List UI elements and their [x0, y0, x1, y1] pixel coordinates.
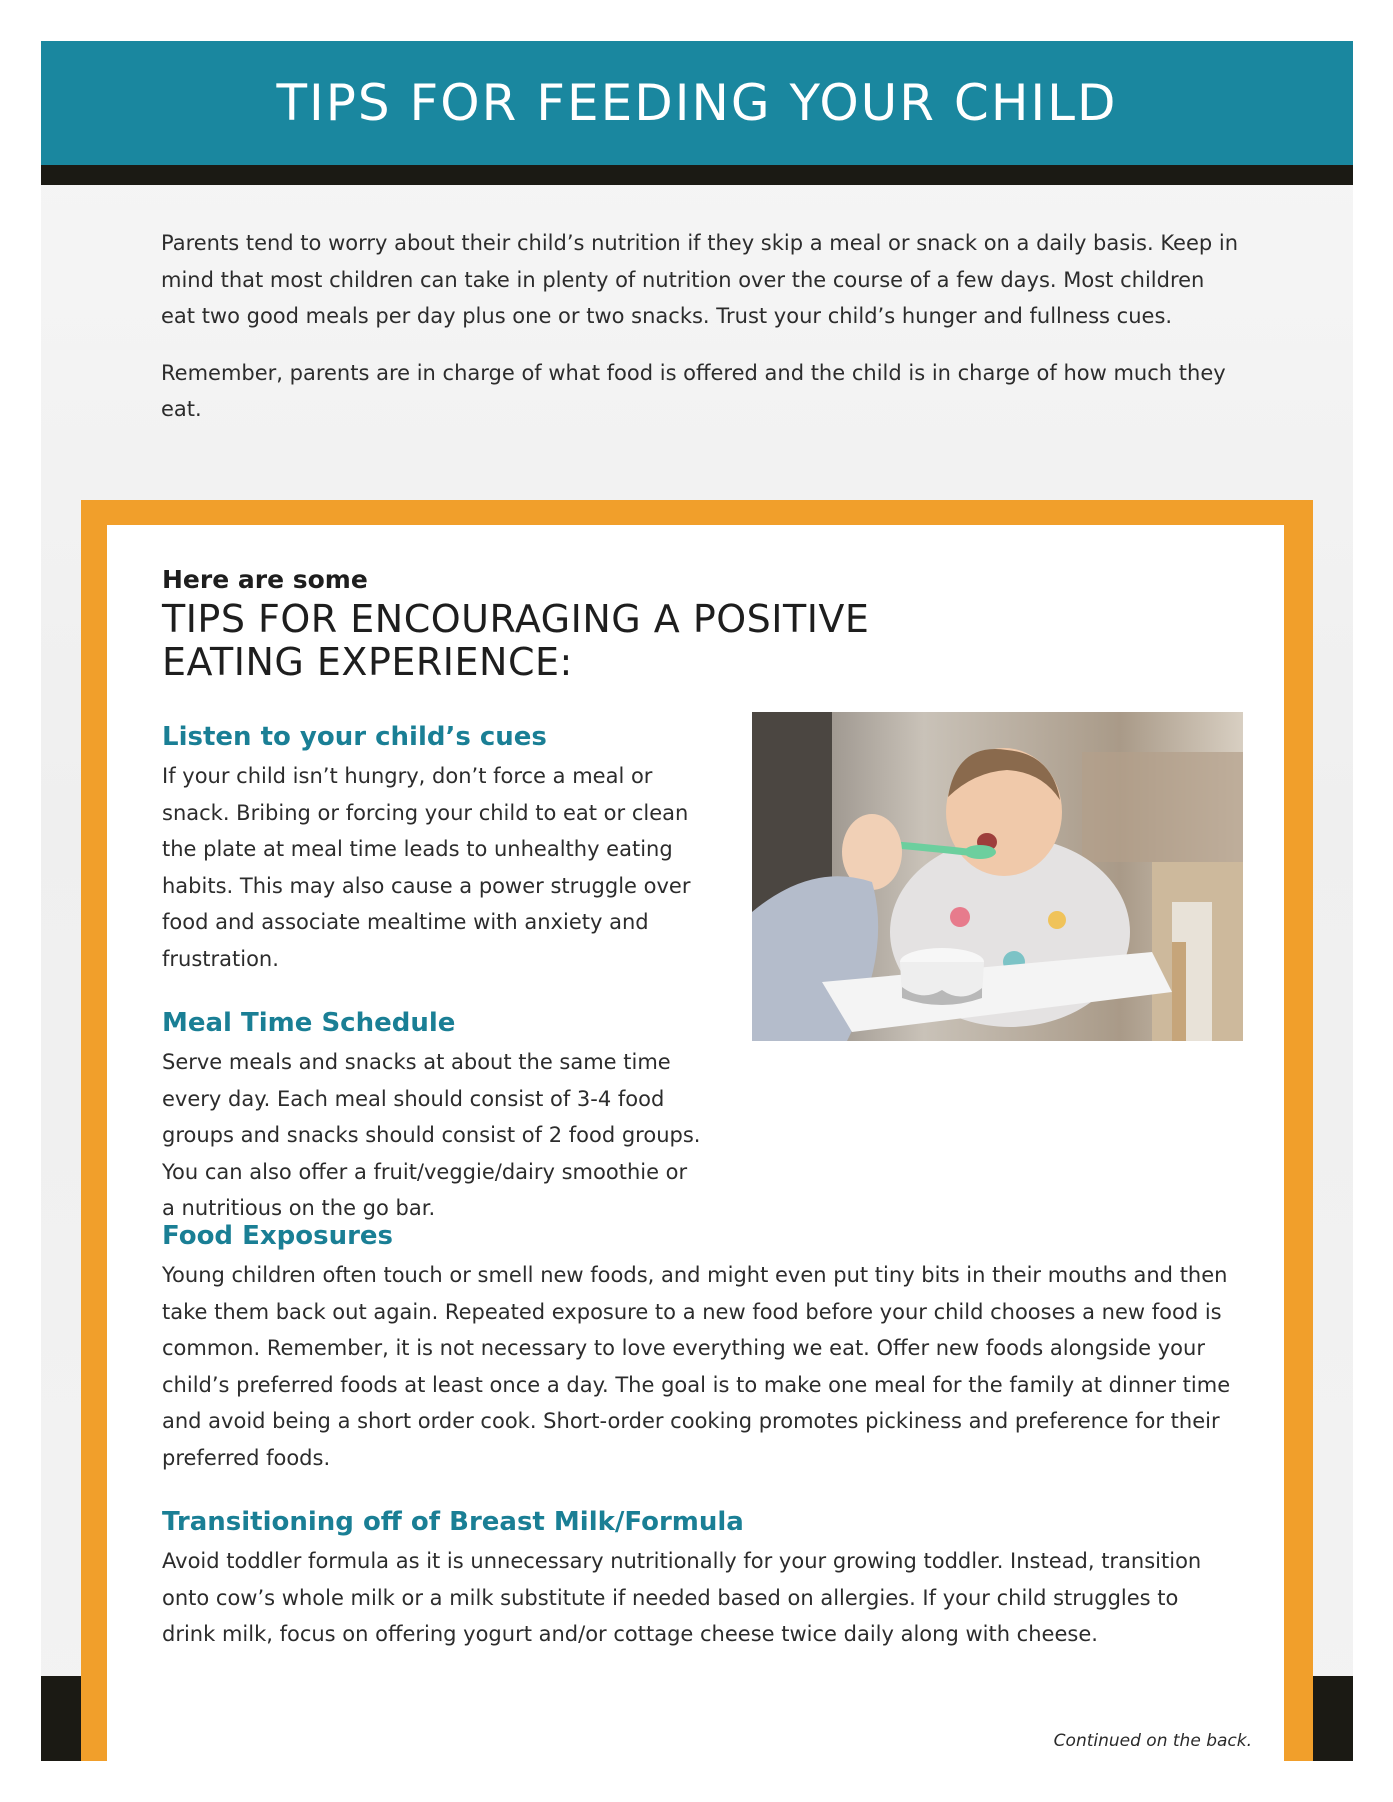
header-banner	[41, 41, 1353, 165]
section-text-cues: If your child isn’t hungry, don’t force a meal or snack. Bribing or forcing your child to eat or clean the plate at meal time leads to unhealthy eating habits. This may also cause a power struggle over food and associate mealtime with anxiety and frustration.	[162, 764, 691, 971]
intro-paragraph: Remember, parents are in charge of what food is offered and the child is in charge of how much they eat.	[161, 360, 1226, 421]
footer-accent-right	[1313, 1676, 1353, 1761]
intro-paragraph: Parents tend to worry about their child’s nutrition if they skip a meal or snack on a daily basis. Keep in mind that most children can take in plenty of nutrition over the course of a few days. Most children eat two good meals per day plus one or two snacks. Trust your child’s hunger and fullness cues.	[161, 231, 1239, 328]
tips-heading: TIPS FOR ENCOURAGING A POSITIVE EATING EXPERIENCE:	[162, 597, 870, 684]
tips-lead: Here are some	[162, 565, 368, 594]
footer-accent-left	[41, 1676, 81, 1761]
baby-feeding-photo	[752, 712, 1243, 1041]
page-title: TIPS FOR FEEDING YOUR CHILD	[276, 74, 1118, 132]
section-title-exposures: Food Exposures	[162, 1221, 394, 1251]
header-divider	[41, 165, 1353, 185]
section-title-transition: Transitioning off of Breast Milk/Formula	[162, 1507, 744, 1537]
section-text-transition: Avoid toddler formula as it is unnecessary nutritionally for your growing toddler. Instead, transition onto cow’s whole milk or a milk substitute if needed based on allergies. If your child struggles to drink milk, focus on offering yogurt and/or cottage cheese twice daily along with cheese.	[162, 1549, 1202, 1646]
intro-section	[161, 225, 1241, 448]
section-text-schedule: Serve meals and snacks at about the same time every day. Each meal should consist of 3-4 food groups and snacks should consist of 2 food groups. You can also offer a fruit/veggie/dairy smoothie or a nutritious on the go bar.	[162, 1050, 701, 1220]
continued-note: Continued on the back.	[1053, 1731, 1252, 1751]
section-title-schedule: Meal Time Schedule	[162, 1008, 456, 1038]
section-title-cues: Listen to your child’s cues	[162, 722, 547, 752]
section-text-exposures: Young children often touch or smell new foods, and might even put tiny bits in their mouths and then take them back out again. Repeated exposure to a new food before your child chooses a new food is common. Remember, it is not necessary to love everything we eat. Offer new foods alongside your child’s preferred foods at least once a day. The goal is to make one meal for the family at dinner time and avoid being a short order cook. Short-order cooking promotes pickiness and preference for their preferred foods.	[162, 1263, 1231, 1470]
